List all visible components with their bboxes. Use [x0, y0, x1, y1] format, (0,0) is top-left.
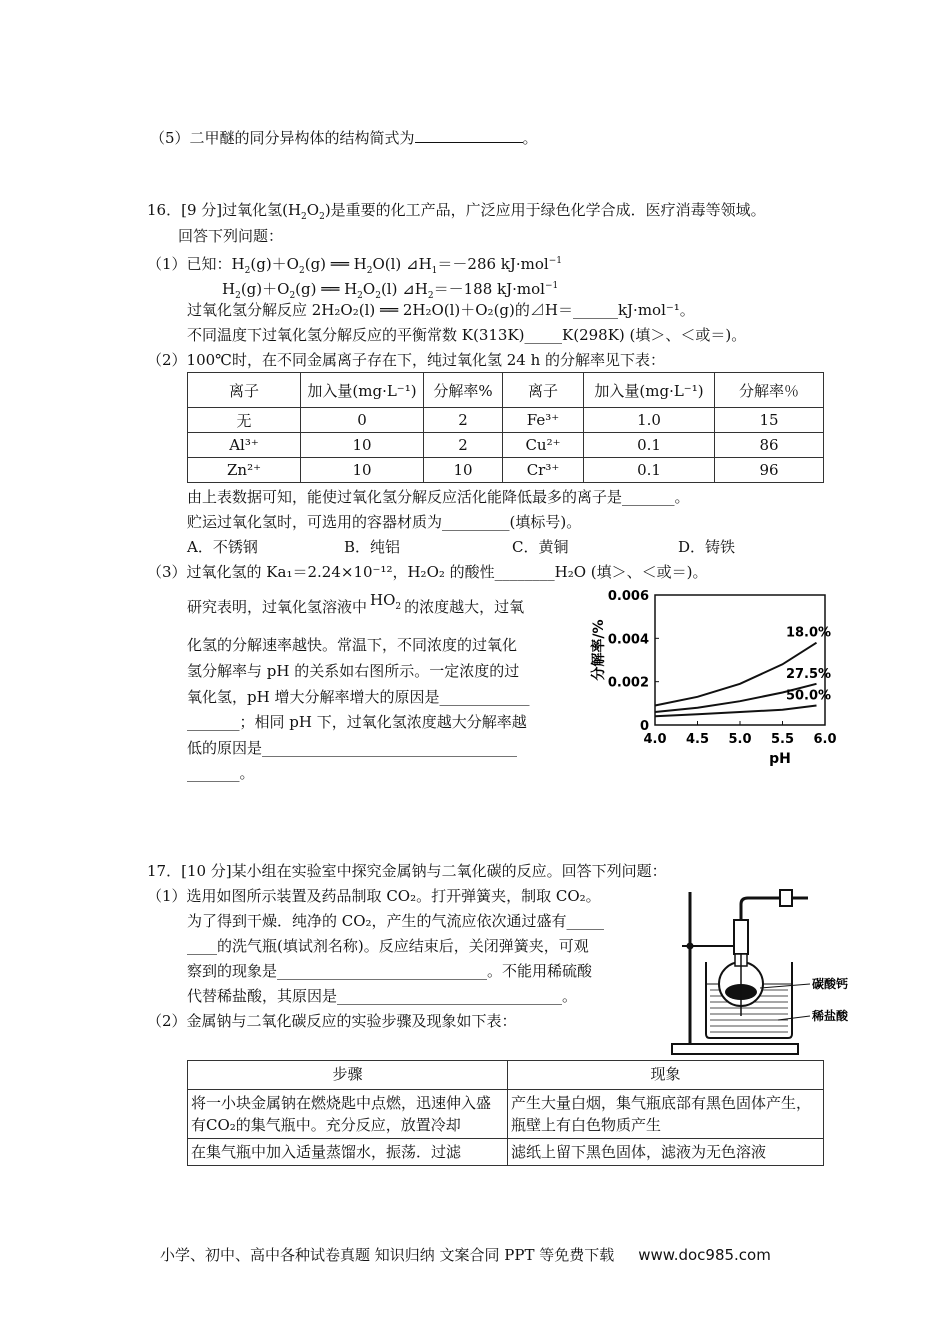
table-cell: Fe³⁺	[503, 408, 584, 433]
series-line	[655, 706, 817, 717]
q16-option-c: C．黄铜	[512, 538, 569, 556]
table-header-row	[188, 373, 824, 408]
table-cell: 0.1	[584, 433, 715, 458]
y-tick-label: 0.004	[607, 632, 649, 648]
table-cell: 0	[301, 408, 424, 433]
x-tick-label: 6.0	[813, 732, 837, 747]
decomposition-rate-chart	[585, 585, 850, 775]
q16-p3-g: 低的原因是__________________________________	[187, 739, 518, 757]
q16-p1-eq1: （1）已知：$H_2(g)+O_2(g)$ ══ $H_2O(l)$ $⊿H_1=-286$ kJ·mol$^{-1}$	[147, 255, 563, 276]
table-cell: 将一小块金属钠在燃烧匙中点燃，迅速伸入盛有CO₂的集气瓶中。充分反应，放置冷却	[188, 1090, 508, 1139]
q16-head: 16．[9 分]过氧化氢$(H_2O_2)$是重要的化工产品，广泛应用于绿色化学合成．医疗消毒等领域。	[147, 201, 766, 222]
q16-p1-c: 过氧化氢分解反应 2H₂O₂(l) ══ 2H₂O(l)＋O₂(g)的⊿H＝______kJ·mol⁻¹。	[187, 301, 695, 319]
ion-table	[187, 372, 824, 483]
q16-option-d: D．铸铁	[678, 538, 736, 556]
q16-option-a: A．不锈钢	[187, 538, 258, 556]
q16-p2-b: 由上表数据可知，能使过氧化氢分解反应活化能降低最多的离子是_______。	[187, 488, 690, 506]
q16-p2-c: 贮运过氧化氢时，可选用的容器材质为_________(填标号)。	[187, 513, 582, 531]
q15-5: （5）二甲醚的同分异构体的结构简式为 。	[150, 129, 538, 147]
table-cell: Cu²⁺	[503, 433, 584, 458]
table-row	[188, 458, 824, 483]
table-cell: 0.1	[584, 458, 715, 483]
table-header-cell: 加入量(mg·L⁻¹)	[584, 373, 715, 408]
q16-p3-e: 氧化氢，pH 增大分解率增大的原因是____________	[187, 688, 530, 706]
y-axis-label: 分解率/%	[591, 619, 607, 681]
procedure-table	[187, 1060, 824, 1166]
table-cell: 2	[424, 433, 503, 458]
table-header-cell: 现象	[508, 1061, 824, 1090]
x-axis-label: pH	[769, 751, 791, 767]
q17-p1-e: 代替稀盐酸，其原因是______________________________。	[187, 987, 578, 1005]
table-cell: 滤纸上留下黑色固体，滤液为无色溶液	[508, 1139, 824, 1166]
page-footer	[160, 1244, 771, 1265]
table-cell: 1.0	[584, 408, 715, 433]
table-row	[188, 1090, 824, 1139]
table-cell: Al³⁺	[188, 433, 301, 458]
table-header-cell: 离子	[188, 373, 301, 408]
table-cell: 86	[715, 433, 824, 458]
table-cell: 10	[301, 458, 424, 483]
table-row	[188, 1139, 824, 1166]
table-cell: 在集气瓶中加入适量蒸馏水，振荡．过滤	[188, 1139, 508, 1166]
x-tick-label: 4.5	[685, 732, 710, 747]
q16-p3-f: _______；相同 pH 下，过氧化氢浓度越大分解率越	[187, 713, 527, 731]
table-header-cell: 加入量(mg·L⁻¹)	[301, 373, 424, 408]
q16-p3: （3）过氧化氢的 Ka₁＝2.24×10⁻¹²，H₂O₂ 的酸性________H₂O (填＞、＜或＝)。	[147, 563, 708, 581]
q16-p3-c: 化氢的分解速率越快。常温下，不同浓度的过氧化	[187, 636, 518, 654]
table-header-cell: 分解率%	[424, 373, 503, 408]
q17-p1-b: 为了得到干燥．纯净的 CO₂，产生的气流应依次通过盛有_____	[187, 912, 605, 930]
q17-head: 17．[10 分]某小组在实验室中探究金属钠与二氧化碳的反应。回答下列问题：	[147, 862, 667, 880]
table-cell: 15	[715, 408, 824, 433]
q16-p1-d: 不同温度下过氧化氢分解反应的平衡常数 K(313K)_____K(298K) (填＞、＜或＝)。	[187, 326, 747, 344]
q17-p1-a: （1）选用如图所示装置及药品制取 CO₂。打开弹簧夹，制取 CO₂。	[147, 887, 601, 905]
footer-url: www.doc985.com	[638, 1246, 771, 1264]
x-tick-label: 4.0	[643, 732, 667, 747]
caco3-label: 碳酸钙	[812, 977, 849, 991]
q16-option-b: B．纯铝	[344, 538, 401, 556]
q16-p3-h: _______。	[187, 764, 255, 782]
co2-generator-apparatus	[668, 888, 849, 1060]
table-cell: 无	[188, 408, 301, 433]
table-cell: 10	[424, 458, 503, 483]
y-tick-label: 0	[639, 719, 649, 734]
table-cell: 2	[424, 408, 503, 433]
table-cell: Cr³⁺	[503, 458, 584, 483]
q17-p1-c: ____的洗气瓶(填试剂名称)。反应结束后，关闭弹簧夹，可观	[187, 937, 589, 955]
q16-p3-b: 研究表明，过氧化氢溶液中 $HO_2$ 的浓度越大，过氧	[187, 591, 525, 616]
series-label: 18.0%	[785, 625, 832, 641]
q17-p1-d: 察到的现象是____________________________。不能用稀硫酸	[187, 962, 593, 980]
q16-p1-eq2: $H_2(g)+O_2(g)$ ══ $H_2O_2(l)$ $⊿H_2=-188$ kJ·mol$^{-1}$	[222, 280, 559, 301]
table-cell: 96	[715, 458, 824, 483]
table-header-cell: 分解率％	[715, 373, 824, 408]
table-header-cell: 离子	[503, 373, 584, 408]
y-tick-label: 0.002	[607, 675, 649, 691]
series-label: 27.5%	[785, 666, 832, 682]
table-row	[188, 408, 824, 433]
q16-p3-d: 氢分解率与 pH 的关系如右图所示。一定浓度的过	[187, 662, 520, 680]
q17-p2: （2）金属钠与二氧化碳反应的实验步骤及现象如下表：	[147, 1012, 517, 1030]
table-cell: 产生大量白烟，集气瓶底部有黑色固体产生，瓶壁上有白色物质产生	[508, 1090, 824, 1139]
hcl-label: 稀盐酸	[812, 1009, 849, 1023]
table-cell: Zn²⁺	[188, 458, 301, 483]
plot-frame	[655, 595, 825, 725]
table-cell: 10	[301, 433, 424, 458]
q16-p2: （2）100℃时，在不同金属离子存在下，纯过氧化氢 24 h 的分解率见下表：	[147, 351, 666, 369]
table-header-row	[188, 1061, 824, 1090]
table-row	[188, 433, 824, 458]
series-label: 50.0%	[785, 688, 832, 704]
x-tick-label: 5.5	[770, 732, 795, 747]
footer-text: 小学、初中、高中各种试卷真题 知识归纳 文案合同 PPT 等免费下载	[160, 1246, 615, 1264]
y-tick-label: 0.006	[607, 589, 649, 604]
table-header-cell: 步骤	[188, 1061, 508, 1090]
q16-head-line2: 回答下列问题：	[178, 227, 284, 245]
x-tick-label: 5.0	[728, 732, 752, 747]
